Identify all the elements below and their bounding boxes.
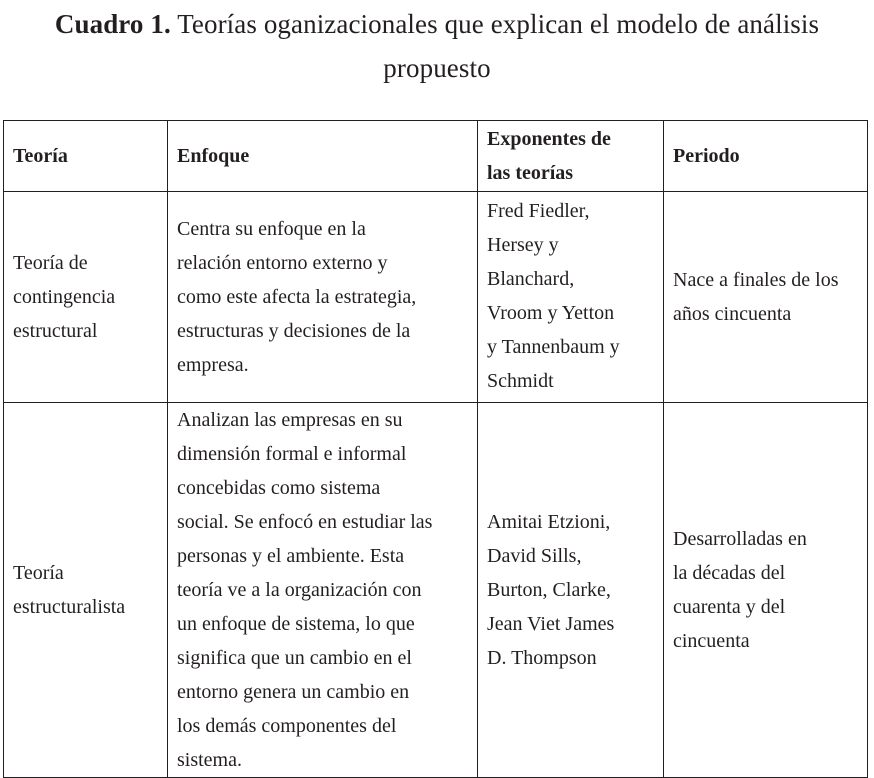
cell-teoria: Teoría estructuralista [4, 403, 168, 778]
table-row [4, 192, 868, 403]
cell-periodo: Nace a finales de los años cincuenta [664, 192, 868, 403]
theories-table [3, 120, 868, 778]
cell-teoria: Teoría de contingencia estructural [4, 192, 168, 403]
cell-enfoque: Centra su enfoque en la relación entorno externo y como este afecta la estrategia, estructuras y decisiones de la empresa. [168, 192, 478, 403]
table-header-row [4, 121, 868, 192]
table-row [4, 403, 868, 778]
cell-exponentes: Amitai Etzioni, David Sills, Burton, Clarke, Jean Viet James D. Thompson [478, 403, 664, 778]
header-periodo: Periodo [664, 121, 868, 192]
caption-title: Teorías oganizacionales que explican el modelo de análisis propuesto [177, 9, 820, 83]
cell-enfoque: Analizan las empresas en su dimensión formal e informal concebidas como sistema social. Se enfocó en estudiar las personas y el ambiente. Esta teoría ve a la organización con un enfoque de sistema, lo que significa que un cambio en el entorno genera un cambio en los demás componentes del sistema. [168, 403, 478, 778]
header-teoria: Teoría [4, 121, 168, 192]
cell-periodo: Desarrolladas en la décadas del cuarenta y del cincuenta [664, 403, 868, 778]
caption-label: Cuadro 1. [54, 9, 171, 39]
table-caption [0, 2, 874, 90]
header-exponentes: Exponentes de las teorías [478, 121, 664, 192]
cell-exponentes: Fred Fiedler, Hersey y Blanchard, Vroom y Yetton y Tannenbaum y Schmidt [478, 192, 664, 403]
header-enfoque: Enfoque [168, 121, 478, 192]
